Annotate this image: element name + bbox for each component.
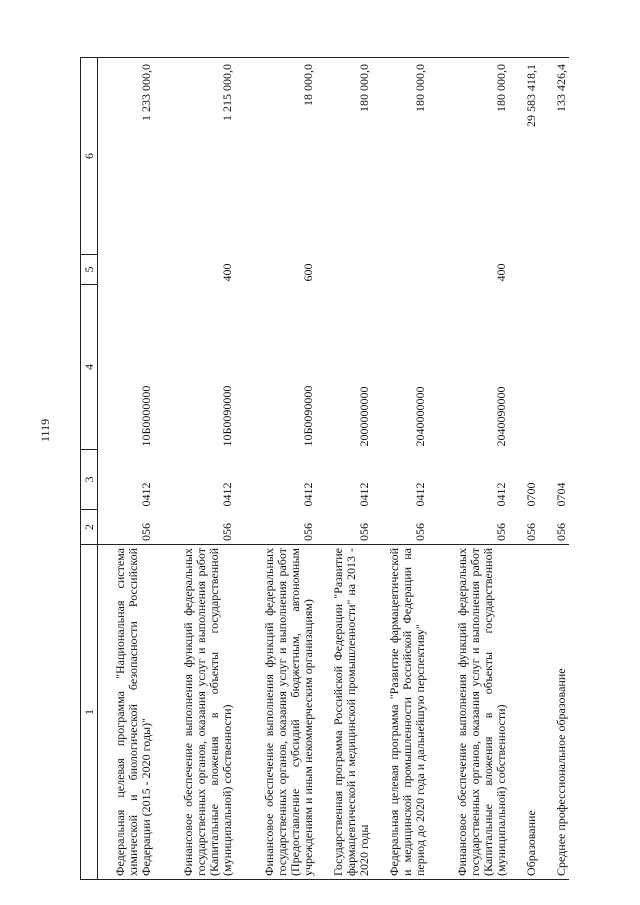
section-code: 0412 bbox=[494, 482, 508, 507]
amount: 29 583 418,1 bbox=[509, 58, 539, 255]
ministry-code: 056 bbox=[494, 523, 508, 541]
ministry-code: 056 bbox=[554, 523, 568, 541]
expense-type-code bbox=[316, 255, 372, 285]
section-code: 0704 bbox=[554, 482, 568, 507]
target-item-code bbox=[509, 285, 539, 450]
ministry-code: 056 bbox=[220, 523, 234, 541]
expense-type-code: 400 bbox=[220, 263, 234, 282]
table-row bbox=[539, 58, 569, 880]
expense-type-code: 600 bbox=[301, 263, 315, 282]
target-item-code: 2000000000 bbox=[357, 386, 371, 447]
amount: 180 000,0 bbox=[316, 58, 372, 255]
amount: 180 000,0 bbox=[372, 58, 428, 255]
row-name: Среднее профессиональное образование bbox=[539, 545, 569, 880]
row-name: Государственная программа Российской Федерации "Развитие фармацевтической и медицинской промышленности" на 2013 - 2020 годы bbox=[316, 545, 372, 880]
section-code: 0700 bbox=[524, 482, 538, 507]
target-item-code: 10Б0000000 bbox=[139, 385, 153, 447]
expense-type-code bbox=[98, 255, 155, 285]
page-number: 1119 bbox=[38, 418, 52, 442]
target-item-code bbox=[539, 285, 569, 450]
amount: 180 000,0 bbox=[428, 58, 509, 255]
table-row bbox=[316, 58, 372, 880]
section-code: 0412 bbox=[301, 482, 315, 507]
amount: 1 233 000,0 bbox=[98, 58, 155, 255]
table-row bbox=[428, 58, 509, 880]
column-header: 2 bbox=[81, 510, 98, 545]
row-name: Образование bbox=[509, 545, 539, 880]
column-header: 4 bbox=[81, 285, 98, 450]
section-code: 0412 bbox=[220, 482, 234, 507]
table-row bbox=[235, 58, 316, 880]
table-row bbox=[154, 58, 235, 880]
amount: 18 000,0 bbox=[235, 58, 316, 255]
ministry-code: 056 bbox=[301, 523, 315, 541]
ministry-code: 056 bbox=[413, 523, 427, 541]
expense-type-code bbox=[372, 255, 428, 285]
section-code: 0412 bbox=[357, 482, 371, 507]
row-name: Федеральная целевая программа "Развитие фармацевтической и медицинской промышленности Российской Федерации на период до 2020 года и дальнейшую перспективу" bbox=[372, 545, 428, 880]
table-row bbox=[98, 58, 155, 880]
column-header: 6 bbox=[81, 58, 98, 255]
row-name: Финансовое обеспечение выполнения функций федеральных государственных органов, оказания услуг и выполнения работ (Капитальные вложения в объекты государственной (муниципальной) собственности) bbox=[154, 545, 235, 880]
target-item-code: 10Б0090000 bbox=[301, 385, 315, 447]
column-header: 3 bbox=[81, 450, 98, 510]
row-name: Федеральная целевая программа "Национальная система химической и биологической безопасности Российской Федерации (2015 - 2020 годы)" bbox=[98, 545, 155, 880]
section-code: 0412 bbox=[139, 482, 153, 507]
amount: 1 215 000,0 bbox=[154, 58, 235, 255]
expense-type-code bbox=[539, 255, 569, 285]
ministry-code: 056 bbox=[139, 523, 153, 541]
table-row bbox=[372, 58, 428, 880]
target-item-code: 10Б0090000 bbox=[220, 385, 234, 447]
expense-type-code: 400 bbox=[494, 263, 508, 282]
target-item-code: 2040000000 bbox=[413, 386, 427, 447]
table-row bbox=[509, 58, 539, 880]
ministry-code: 056 bbox=[524, 523, 538, 541]
budget-table bbox=[80, 57, 569, 880]
budget-table-container bbox=[80, 58, 610, 880]
ministry-code: 056 bbox=[357, 523, 371, 541]
expense-type-code bbox=[509, 255, 539, 285]
header-row bbox=[81, 58, 98, 880]
target-item-code: 2040090000 bbox=[494, 386, 508, 447]
amount: 133 426,4 bbox=[539, 58, 569, 255]
row-name: Финансовое обеспечение выполнения функций федеральных государственных органов, оказания услуг и выполнения работ (Предоставление субсидий бюджетным, автономным учреждениям и иным некоммерческим организациям) bbox=[235, 545, 316, 880]
section-code: 0412 bbox=[413, 482, 427, 507]
column-header: 5 bbox=[81, 255, 98, 285]
column-header: 1 bbox=[81, 545, 98, 880]
row-name: Финансовое обеспечение выполнения функций федеральных государственных органов, оказания услуг и выполнения работ (Капитальные вложения в объекты государственной (муниципальной) собственности) bbox=[428, 545, 509, 880]
